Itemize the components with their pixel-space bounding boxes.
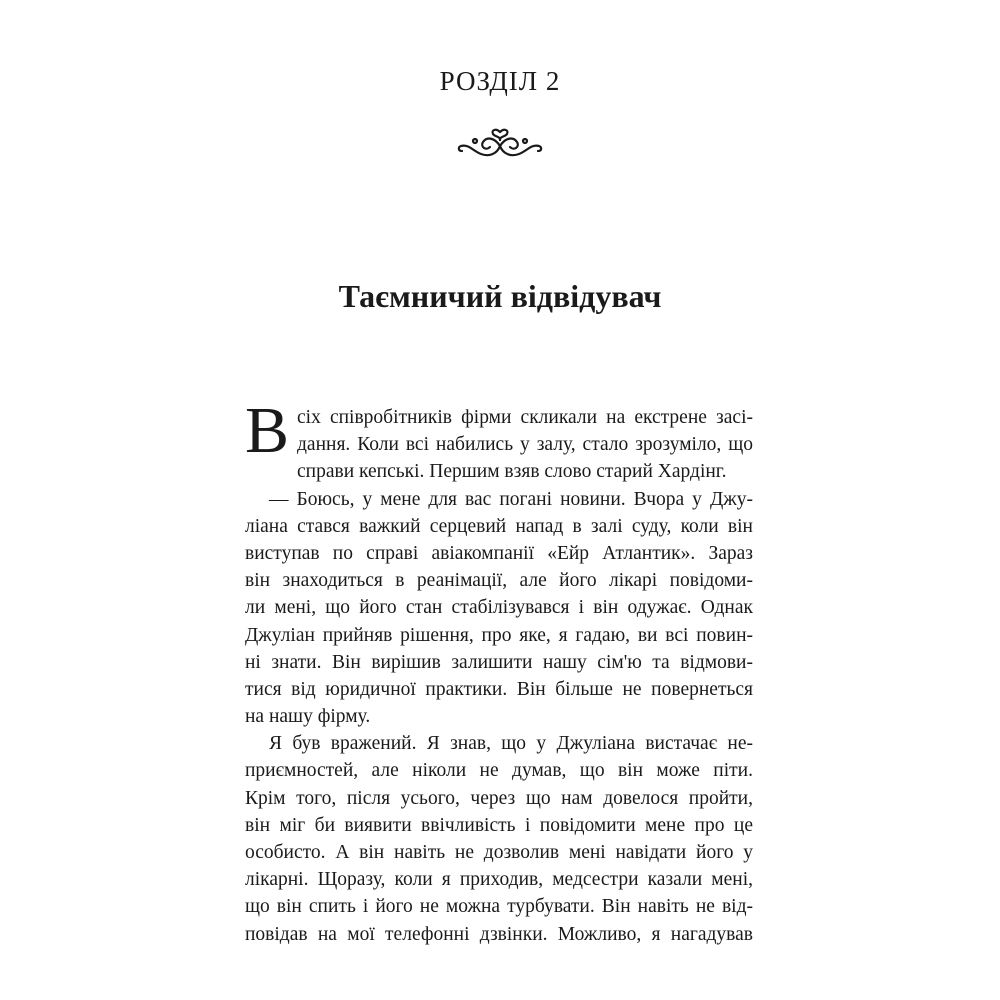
text-line: справи кепські. Першим взяв слово старий Хардінг. [297, 461, 727, 483]
text-line: — Боюсь, у мене для вас погані новини. Вчора у Джу- [269, 488, 753, 510]
text-line: дання. Коли всі набились у залу, стало зрозуміло, що [297, 434, 753, 456]
body-text [245, 394, 753, 948]
text-line: що він спить і його не можна турбувати. Він навіть не від- [245, 896, 753, 918]
text-line: Я був вражений. Я знав, що у Джуліана вистачає не- [269, 733, 753, 755]
chapter-title: Таємничий відвідувач [338, 278, 662, 314]
text-line: виступав по справі авіакомпанії «Ейр Атлантик». Зараз [245, 542, 753, 564]
text-line: лікарні. Щоразу, коли я приходив, медсестри казали мені, [245, 869, 753, 891]
drop-cap: В [245, 394, 290, 467]
text-line: сіх співробітників фірми скликали на екстрене засі- [297, 407, 753, 428]
text-line: він міг би виявити ввічливість і повідомити мене про це [245, 814, 753, 836]
text-line: приємностей, але ніколи не думав, що він може піти. [245, 760, 753, 782]
text-line: на нашу фірму. [245, 706, 371, 728]
text-line: повідав на мої телефонні дзвінки. Можливо, я нагадував [245, 923, 753, 945]
text-line: ліана стався важкий серцевий напад в залі суду, коли він [245, 515, 753, 537]
text-line: ні знати. Він вирішив залишити нашу сім'ю та відмови- [245, 651, 753, 673]
text-line: ли мені, що його стан стабілізувався і він одужає. Однак [245, 597, 753, 619]
text-line: тися від юридичної практики. Він більше не повернеться [245, 678, 753, 700]
text-line: особисто. А він навіть не дозволив мені навідати його у [245, 842, 753, 863]
chapter-label: РОЗДІЛ 2 [439, 66, 561, 96]
decorative-flourish-icon [455, 124, 545, 164]
text-line: він знаходиться в реанімації, але його лікарі повідоми- [245, 570, 753, 592]
text-line: Крім того, після усього, через що нам довелося пройти, [245, 787, 753, 809]
text-line: Джуліан прийняв рішення, про яке, я гадаю, ви всі повин- [245, 624, 753, 646]
